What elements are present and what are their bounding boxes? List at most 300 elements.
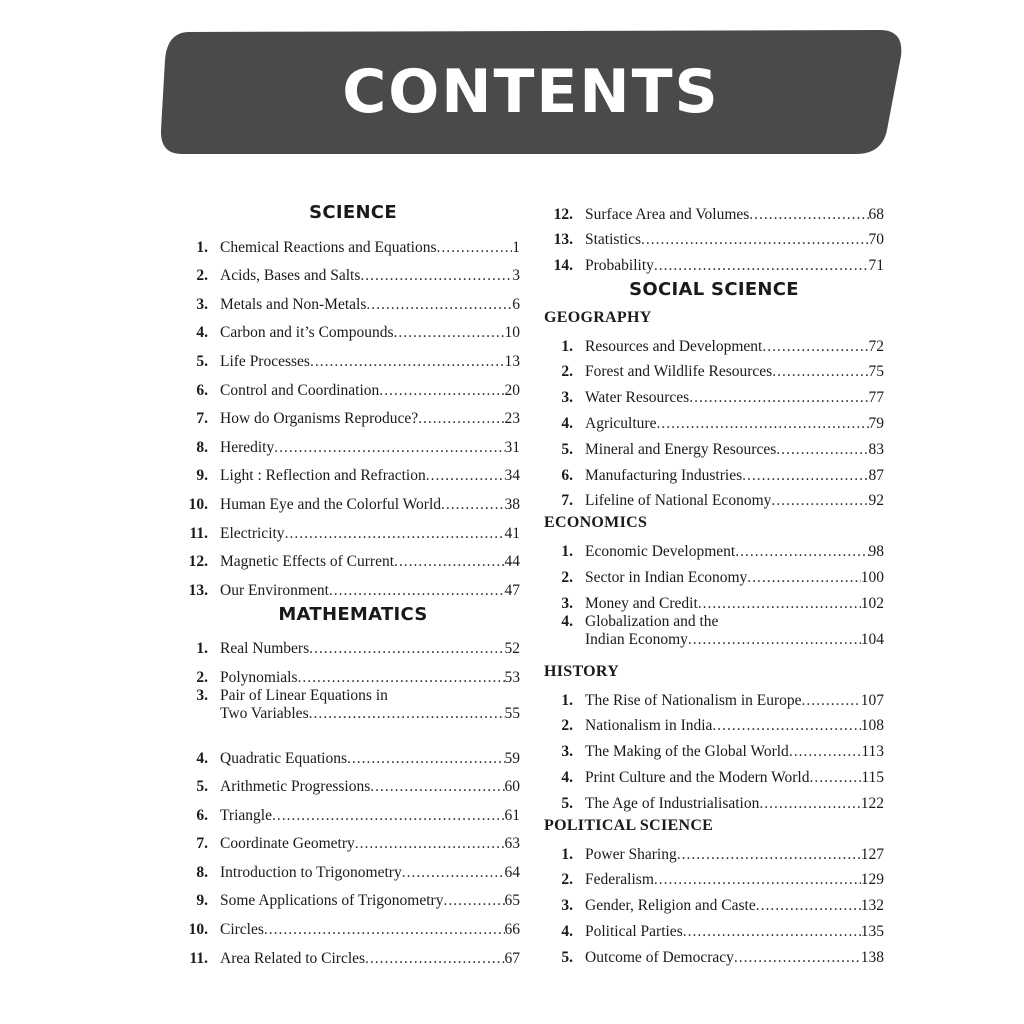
entry-number: 3. (561, 594, 573, 612)
entry-number: 2. (561, 363, 573, 381)
toc-entry[interactable] (544, 710, 884, 736)
toc-entry[interactable] (186, 400, 520, 429)
dot-leader (418, 410, 504, 428)
entry-title-wrap (585, 257, 884, 275)
entry-page: 132 (860, 897, 884, 915)
entry-title-wrap (220, 525, 520, 543)
entry-line-2 (544, 631, 884, 649)
toc-entry[interactable] (544, 941, 884, 967)
entry-title-wrap (585, 769, 884, 787)
entry-title-wrap (585, 846, 884, 864)
dot-leader (264, 921, 505, 939)
entry-page: 52 (504, 640, 520, 658)
toc-entry[interactable] (544, 459, 884, 485)
entry-title: Life Processes (220, 352, 310, 370)
toc-entry[interactable] (544, 915, 884, 941)
entry-number: 4. (561, 768, 573, 786)
entry-page: 6 (512, 295, 520, 313)
toc-entry[interactable] (544, 787, 884, 813)
dot-leader (749, 206, 868, 224)
entry-page: 113 (861, 743, 884, 761)
entry-number: 3. (561, 897, 573, 915)
entry-title: Introduction to Trigonometry (220, 863, 402, 881)
toc-entry[interactable] (186, 768, 520, 797)
entry-page: 75 (868, 363, 884, 381)
dot-leader (355, 835, 505, 853)
dot-leader (734, 949, 861, 967)
entry-page: 127 (860, 845, 884, 863)
dot-leader (771, 492, 868, 510)
entry-title: Real Numbers (220, 640, 310, 658)
entry-page: 67 (504, 949, 520, 967)
entry-number: 4. (561, 922, 573, 940)
dot-leader (742, 467, 868, 485)
entry-title-wrap (585, 363, 884, 381)
entry-title: Light : Reflection and Refraction (220, 467, 426, 485)
dot-leader (809, 769, 861, 787)
toc-entry[interactable] (186, 687, 520, 739)
entry-title-wrap (585, 441, 884, 459)
entry-page: 61 (504, 806, 520, 824)
contents-banner (160, 30, 902, 154)
entry-title: Polynomials (220, 668, 298, 686)
entry-number: 12. (188, 553, 208, 571)
entry-title: Quadratic Equations (220, 749, 347, 767)
toc-entry[interactable] (186, 796, 520, 825)
entry-title: Nationalism in India (585, 717, 713, 735)
entry-title-wrap (220, 582, 520, 600)
page-title: CONTENTS (342, 57, 720, 127)
entry-page: 65 (504, 892, 520, 910)
entry-number: 3. (196, 686, 208, 704)
entry-number: 13. (188, 581, 208, 599)
dot-leader (677, 846, 861, 864)
entry-page: 87 (868, 466, 884, 484)
toc-entry[interactable] (186, 457, 520, 486)
entry-title-wrap (220, 835, 520, 853)
entry-title-wrap (220, 496, 520, 514)
entry-number: 4. (561, 612, 573, 630)
entry-title: Resources and Development (585, 337, 763, 355)
entry-title-wrap (220, 807, 520, 825)
toc-entry[interactable] (544, 561, 884, 587)
entry-number: 10. (188, 921, 208, 939)
toc-entry[interactable] (186, 571, 520, 600)
entry-title-wrap (220, 640, 520, 658)
entry-number: 9. (196, 467, 208, 485)
entry-number: 2. (561, 871, 573, 889)
entry-title: Print Culture and the Modern World (585, 768, 810, 786)
entry-page: 77 (868, 389, 884, 407)
entry-title: Circles (220, 921, 264, 939)
dot-leader (285, 525, 505, 543)
entry-title: Agriculture (585, 414, 657, 432)
mathematics-heading: MATHEMATICS (278, 603, 428, 625)
entry-page: 3 (512, 267, 520, 285)
entry-number: 2. (561, 568, 573, 586)
entry-title: Some Applications of Trigonometry (220, 892, 444, 910)
entry-number: 8. (196, 863, 208, 881)
entry-page: 108 (860, 717, 884, 735)
entry-title: Acids, Bases and Salts (220, 267, 361, 285)
entry-number: 5. (196, 352, 208, 370)
toc-entry[interactable] (544, 587, 884, 613)
political-science-heading: POLITICAL SCIENCE (544, 816, 714, 834)
entry-title: Economic Development (585, 543, 736, 561)
entry-title: Electricity (220, 524, 285, 542)
entry-line-1 (186, 687, 520, 705)
entry-number: 2. (561, 717, 573, 735)
entry-title-wrap (585, 231, 884, 249)
entry-title-wrap (585, 717, 884, 735)
dot-leader (379, 382, 504, 400)
entry-number: 4. (196, 749, 208, 767)
entry-title: Surface Area and Volumes (585, 205, 750, 223)
toc-entry[interactable] (544, 356, 884, 382)
entry-title: The Age of Industrialisation (585, 794, 760, 812)
left-column (186, 198, 520, 968)
dot-leader (366, 296, 512, 314)
entry-page: 102 (860, 594, 884, 612)
entry-title-wrap (220, 353, 520, 371)
toc-entry[interactable] (544, 684, 884, 710)
entry-title-wrap (585, 543, 884, 561)
entry-title-continued: Two Variables (220, 704, 309, 722)
toc-entry[interactable] (186, 658, 520, 687)
dot-leader (683, 923, 861, 941)
entry-page: 104 (860, 630, 884, 648)
entry-title-wrap (585, 897, 884, 915)
entry-page: 83 (868, 440, 884, 458)
entry-title: Metals and Non-Metals (220, 295, 367, 313)
entry-number: 3. (561, 743, 573, 761)
toc-entry[interactable] (186, 285, 520, 314)
entry-number: 6. (561, 466, 573, 484)
entry-title-wrap (585, 595, 884, 613)
entry-title: Mineral and Energy Resources (585, 440, 777, 458)
entry-page: 98 (868, 543, 884, 561)
toc-entry[interactable] (186, 514, 520, 543)
toc-entry[interactable] (544, 224, 884, 250)
dot-leader (656, 415, 868, 433)
entry-title-wrap (220, 267, 520, 285)
entry-number: 10. (188, 495, 208, 513)
entry-number: 4. (196, 324, 208, 342)
entry-number: 7. (196, 835, 208, 853)
dot-leader (762, 338, 868, 356)
entry-title: Gender, Religion and Caste (585, 897, 756, 915)
toc-entry[interactable] (186, 910, 520, 939)
entry-title-wrap (220, 239, 520, 257)
toc-entry[interactable] (186, 882, 520, 911)
toc-entry[interactable] (186, 853, 520, 882)
entry-page: 44 (504, 553, 520, 571)
entry-number: 2. (196, 267, 208, 285)
dot-leader (802, 692, 861, 710)
social-science-heading: SOCIAL SCIENCE (629, 278, 799, 300)
entry-page: 31 (504, 438, 520, 456)
toc-entry[interactable] (186, 371, 520, 400)
entry-number: 12. (553, 205, 573, 223)
entry-title-wrap (220, 892, 520, 910)
dot-leader (776, 441, 868, 459)
entry-page: 122 (860, 794, 884, 812)
toc-entry[interactable] (544, 889, 884, 915)
entry-number: 7. (196, 410, 208, 428)
toc-entry[interactable] (544, 838, 884, 864)
toc-entry[interactable] (186, 428, 520, 457)
entry-title-wrap (585, 871, 884, 889)
toc-entry[interactable] (544, 761, 884, 787)
entry-title: Human Eye and the Colorful World (220, 495, 442, 513)
entry-number: 5. (561, 440, 573, 458)
geography-heading: GEOGRAPHY (544, 308, 652, 326)
entry-title: Coordinate Geometry (220, 835, 355, 853)
toc-entry[interactable] (186, 939, 520, 968)
entry-title: Carbon and it’s Compounds (220, 324, 394, 342)
entry-page: 53 (504, 668, 520, 686)
dot-leader (641, 231, 869, 249)
entry-title: Arithmetic Progressions (220, 778, 371, 796)
entry-title: Money and Credit (585, 594, 698, 612)
entry-title: The Making of the Global World (585, 743, 789, 761)
entry-title: Outcome of Democracy (585, 948, 734, 966)
entry-number: 13. (553, 231, 573, 249)
entry-title-wrap (220, 669, 520, 687)
dot-leader (309, 640, 504, 658)
entry-number: 1. (196, 640, 208, 658)
entry-page: 71 (868, 256, 884, 274)
entry-page: 63 (504, 835, 520, 853)
entry-title: Magnetic Effects of Current (220, 553, 395, 571)
dot-leader (443, 892, 504, 910)
entry-title-wrap (220, 553, 520, 571)
toc-entry[interactable] (544, 198, 884, 224)
entry-title: Statistics (585, 231, 641, 249)
toc-entry[interactable] (544, 407, 884, 433)
dot-leader (789, 743, 862, 761)
dot-leader (309, 705, 505, 723)
toc-entry[interactable] (544, 613, 884, 659)
entry-page: 23 (504, 410, 520, 428)
dot-leader (394, 324, 505, 342)
entry-number: 11. (189, 949, 208, 967)
toc-entry[interactable] (544, 535, 884, 561)
entry-page: 64 (504, 863, 520, 881)
entry-page: 135 (860, 922, 884, 940)
entry-title-wrap (585, 795, 884, 813)
entry-title: Sector in Indian Economy (585, 568, 748, 586)
entry-page: 20 (504, 381, 520, 399)
entry-title-wrap (585, 692, 884, 710)
entry-title-wrap (220, 439, 520, 457)
entry-title: Heredity (220, 438, 275, 456)
toc-entry[interactable] (544, 249, 884, 275)
dot-leader (365, 950, 504, 968)
entry-number: 9. (196, 892, 208, 910)
toc-entry[interactable] (186, 314, 520, 343)
dot-leader (298, 669, 505, 687)
toc-entry[interactable] (544, 381, 884, 407)
entry-title: Area Related to Circles (220, 949, 366, 967)
entry-title-wrap (220, 950, 520, 968)
entry-title: Federalism (585, 871, 654, 889)
entry-number: 5. (561, 948, 573, 966)
entry-number: 1. (561, 337, 573, 355)
entry-page: 10 (504, 324, 520, 342)
entry-number: 6. (196, 381, 208, 399)
entry-page: 70 (868, 231, 884, 249)
dot-leader (747, 569, 860, 587)
entry-title: Our Environment (220, 581, 329, 599)
dot-leader (360, 267, 512, 285)
dot-leader (437, 239, 513, 257)
entry-title: How do Organisms Reproduce? (220, 410, 419, 428)
toc-entry[interactable] (186, 485, 520, 514)
entry-number: 11. (189, 524, 208, 542)
entry-page: 115 (861, 768, 884, 786)
entry-number: 7. (561, 492, 573, 510)
entry-title: Triangle (220, 806, 272, 824)
entry-title-wrap (585, 415, 884, 433)
entry-page: 92 (868, 492, 884, 510)
entry-title-wrap (220, 382, 520, 400)
entry-title-wrap (585, 206, 884, 224)
economics-heading: ECONOMICS (544, 514, 648, 532)
toc-entry[interactable] (544, 735, 884, 761)
toc-entry[interactable] (186, 342, 520, 371)
dot-leader (441, 496, 504, 514)
entry-number: 3. (561, 389, 573, 407)
entry-number: 5. (561, 794, 573, 812)
toc-entry[interactable] (186, 228, 520, 257)
entry-title-wrap (585, 743, 884, 761)
entry-title: Lifeline of National Economy (585, 492, 772, 510)
toc-entry[interactable] (186, 257, 520, 286)
entry-title-wrap (585, 338, 884, 356)
toc-entry[interactable] (544, 330, 884, 356)
toc-entry[interactable] (544, 864, 884, 890)
dot-leader (688, 631, 861, 649)
entry-number: 3. (196, 295, 208, 313)
entry-number: 14. (553, 256, 573, 274)
entry-number: 1. (196, 238, 208, 256)
entry-title: Control and Coordination (220, 381, 380, 399)
science-heading: SCIENCE (309, 202, 397, 223)
dot-leader (654, 871, 861, 889)
entry-title-wrap (585, 569, 884, 587)
toc-entry[interactable] (186, 630, 520, 659)
dot-leader (689, 389, 868, 407)
entry-line-2 (186, 705, 520, 723)
entry-title-wrap (220, 467, 520, 485)
entry-number: 8. (196, 438, 208, 456)
dot-leader (370, 778, 504, 796)
entry-title-wrap (220, 921, 520, 939)
entry-title-wrap (220, 296, 520, 314)
entry-title-wrap (220, 778, 520, 796)
toc-entry[interactable] (186, 543, 520, 572)
toc-entry[interactable] (186, 739, 520, 768)
entry-page: 107 (860, 691, 884, 709)
entry-number: 4. (561, 414, 573, 432)
entry-title: Probability (585, 256, 654, 274)
dot-leader (402, 864, 505, 882)
dot-leader (347, 750, 505, 768)
dot-leader (772, 363, 868, 381)
entry-title: Globalization and the (585, 612, 719, 630)
dot-leader (394, 553, 504, 571)
dot-leader (759, 795, 860, 813)
entry-number: 1. (561, 543, 573, 561)
entry-title-wrap (585, 492, 884, 510)
entry-page: 60 (504, 778, 520, 796)
dot-leader (735, 543, 868, 561)
entry-title-continued: Indian Economy (585, 630, 688, 648)
entry-title: Manufacturing Industries (585, 466, 743, 484)
entry-page: 47 (504, 581, 520, 599)
entry-title: Forest and Wildlife Resources (585, 363, 773, 381)
toc-entry[interactable] (544, 433, 884, 459)
entry-page: 66 (504, 921, 520, 939)
dot-leader (654, 257, 869, 275)
dot-leader (310, 353, 505, 371)
entry-page: 13 (504, 352, 520, 370)
entry-page: 100 (860, 568, 884, 586)
dot-leader (426, 467, 505, 485)
entry-page: 34 (504, 467, 520, 485)
entry-page: 59 (504, 749, 520, 767)
entry-title-wrap (585, 949, 884, 967)
entry-page: 55 (504, 704, 520, 722)
dot-leader (272, 807, 505, 825)
dot-leader (274, 439, 504, 457)
entry-page: 72 (868, 337, 884, 355)
entry-page: 1 (512, 238, 520, 256)
entry-page: 138 (860, 948, 884, 966)
entry-page: 68 (868, 205, 884, 223)
dot-leader (698, 595, 861, 613)
entry-page: 79 (868, 414, 884, 432)
entry-title-wrap (220, 750, 520, 768)
entry-number: 6. (196, 806, 208, 824)
entry-number: 1. (561, 845, 573, 863)
toc-entry[interactable] (186, 825, 520, 854)
entry-title-wrap (220, 410, 520, 428)
entry-page: 41 (504, 524, 520, 542)
right-column (544, 198, 884, 967)
entry-title: Pair of Linear Equations in (220, 686, 388, 704)
entry-title-wrap (585, 923, 884, 941)
toc-entry[interactable] (544, 485, 884, 511)
entry-title-wrap (220, 864, 520, 882)
entry-title-wrap (585, 467, 884, 485)
entry-number: 1. (561, 691, 573, 709)
entry-page: 38 (504, 495, 520, 513)
dot-leader (329, 582, 505, 600)
entry-number: 2. (196, 668, 208, 686)
history-heading: HISTORY (544, 662, 620, 680)
entry-number: 5. (196, 778, 208, 796)
entry-line-1 (544, 613, 884, 631)
entry-title: The Rise of Nationalism in Europe (585, 691, 802, 709)
entry-title: Chemical Reactions and Equations (220, 238, 437, 256)
entry-title-wrap (220, 324, 520, 342)
entry-title: Political Parties (585, 922, 683, 940)
entry-title: Water Resources (585, 389, 690, 407)
dot-leader (712, 717, 860, 735)
entry-title: Power Sharing (585, 845, 677, 863)
